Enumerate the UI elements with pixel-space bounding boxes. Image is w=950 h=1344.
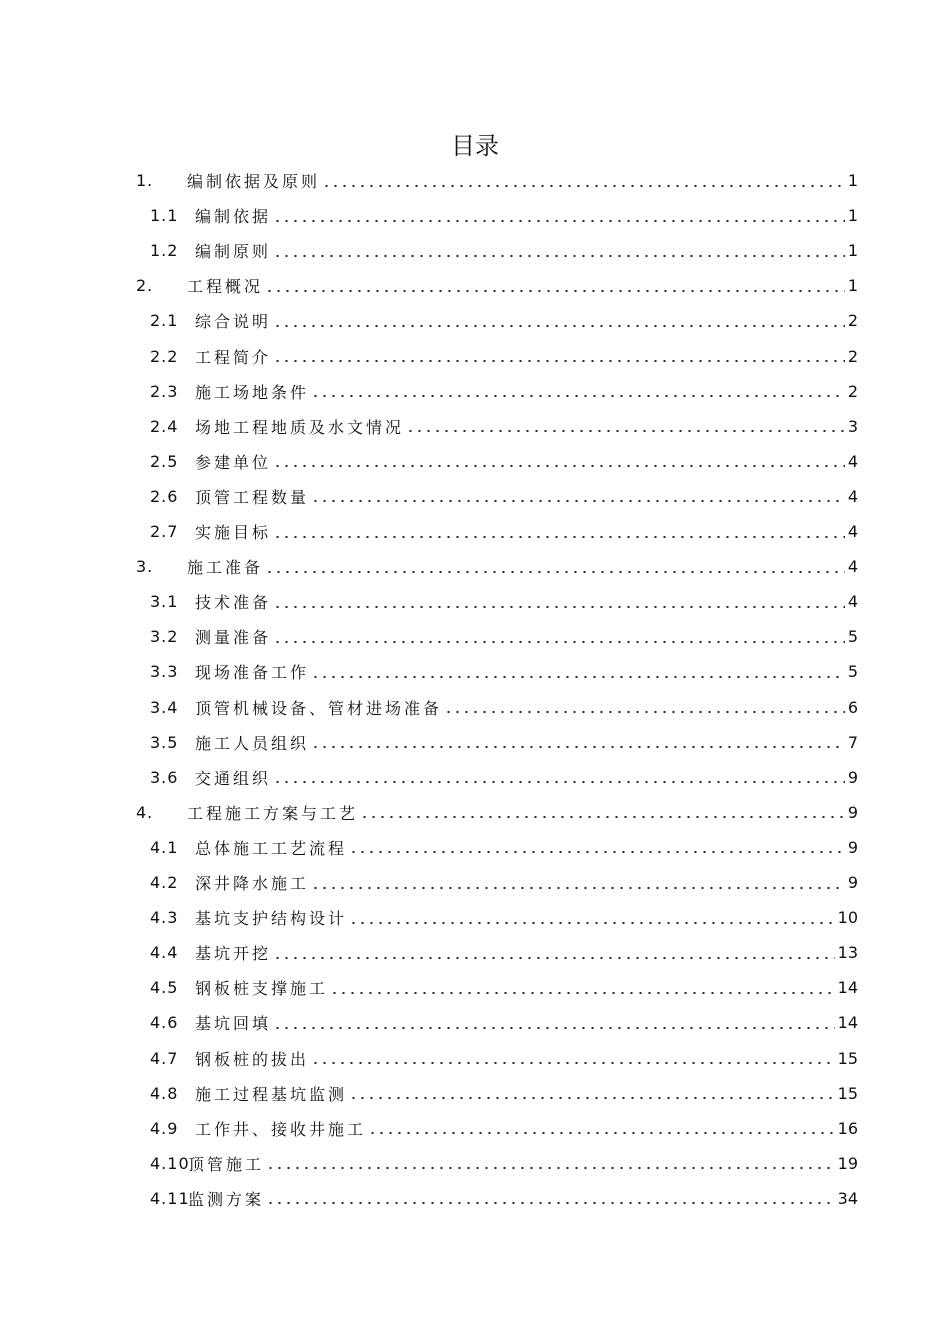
toc-entry[interactable] <box>0 690 950 725</box>
toc-entry-number: 4.6 <box>150 1013 179 1033</box>
toc-entry-page-number: 13 <box>837 943 858 963</box>
toc-dot-leader <box>273 780 845 784</box>
toc-entry-page-number: 6 <box>847 697 858 717</box>
toc-entry-label: 编制原则 <box>195 242 272 262</box>
toc-entry[interactable] <box>0 339 950 374</box>
toc-dot-leader <box>360 815 845 819</box>
toc-entry-page-number: 4 <box>847 592 858 612</box>
toc-dot-leader <box>368 1131 835 1135</box>
toc-entry-label: 基坑回填 <box>195 1014 272 1034</box>
toc-entry-page-number: 2 <box>847 381 858 401</box>
toc-entry-page-number: 9 <box>847 837 858 857</box>
toc-entry-number: 2.1 <box>150 311 179 331</box>
toc-entry-page-number: 4 <box>847 451 858 471</box>
toc-entry[interactable] <box>0 654 950 689</box>
toc-entry-number: 2.6 <box>150 486 179 506</box>
toc-entry[interactable] <box>0 1146 950 1181</box>
toc-entry-number: 3.4 <box>150 697 179 717</box>
toc-dot-leader <box>349 921 835 925</box>
toc-dot-leader <box>273 359 845 363</box>
toc-entry-label: 深井降水施工 <box>195 874 310 893</box>
toc-entry-number: 1.1 <box>150 206 179 226</box>
toc-entry[interactable] <box>0 374 950 409</box>
toc-entry-page-number: 1 <box>847 241 858 261</box>
toc-entry-number: 4.4 <box>150 943 179 963</box>
toc-entry-page-number: 14 <box>837 978 858 998</box>
toc-entry[interactable] <box>0 760 950 795</box>
toc-entry-label: 参建单位 <box>195 452 272 472</box>
toc-entry-page-number: 1 <box>847 276 858 296</box>
toc-entry-number: 2.5 <box>150 451 179 471</box>
toc-dot-leader <box>444 710 845 714</box>
toc-entry-number: 2.4 <box>150 416 179 436</box>
toc-entry-label: 场地工程地质及水文情况 <box>195 417 405 437</box>
toc-dot-leader <box>311 394 845 398</box>
toc-entry-page-number: 5 <box>847 627 858 647</box>
toc-dot-leader <box>273 254 845 258</box>
toc-entry-page-number: 16 <box>837 1118 858 1138</box>
toc-entry-label: 工程概况 <box>187 277 264 297</box>
toc-dot-leader <box>266 1201 835 1205</box>
toc-dot-leader <box>330 991 835 995</box>
toc-entry-number: 1.2 <box>150 241 179 261</box>
toc-entry-number: 4.3 <box>150 908 179 928</box>
toc-entry[interactable] <box>0 865 950 900</box>
toc-entry[interactable] <box>0 163 950 198</box>
toc-entry-page-number: 2 <box>847 311 858 331</box>
toc-dot-leader <box>406 429 845 433</box>
toc-dot-leader <box>311 886 845 890</box>
toc-entry-number: 3.2 <box>150 627 179 647</box>
toc-entry[interactable] <box>0 409 950 444</box>
toc-entry-page-number: 10 <box>837 908 858 928</box>
toc-entry-number: 2. <box>136 276 154 296</box>
toc-entry-page-number: 5 <box>847 662 858 682</box>
toc-entry[interactable] <box>0 303 950 338</box>
toc-entry-label: 顶管机械设备、管材进场准备 <box>195 698 443 718</box>
toc-entry-number: 4.1 <box>150 837 179 857</box>
toc-entry-number: 2.3 <box>150 381 179 401</box>
toc-entry[interactable] <box>0 1181 950 1216</box>
toc-dot-leader <box>266 1166 835 1170</box>
toc-dot-leader <box>273 1026 835 1030</box>
toc-entry-label: 施工人员组织 <box>195 733 310 753</box>
toc-dot-leader <box>273 640 845 644</box>
toc-entry-page-number: 4 <box>847 557 858 577</box>
toc-entry-number: 4.7 <box>150 1048 179 1068</box>
toc-entry-number: 4.2 <box>150 873 179 892</box>
toc-entry-label: 钢板桩支撑施工 <box>195 979 329 999</box>
toc-dot-leader <box>311 675 845 679</box>
toc-dot-leader <box>273 605 845 609</box>
toc-entry-label: 编制依据 <box>195 207 272 227</box>
toc-dot-leader <box>311 1061 835 1065</box>
toc-entry-number: 4.9 <box>150 1118 179 1138</box>
toc-entry-number: 3.1 <box>150 592 179 612</box>
toc-entry-label: 顶管施工 <box>188 1154 265 1174</box>
toc-entry-number: 4.11 <box>150 1188 190 1208</box>
toc-dot-leader <box>265 570 845 574</box>
toc-entry-page-number: 14 <box>837 1013 858 1033</box>
toc-entry[interactable] <box>0 198 950 233</box>
toc-entry-label: 顶管工程数量 <box>195 487 310 507</box>
toc-entry-number: 2.2 <box>150 346 179 366</box>
toc-entry-label: 总体施工工艺流程 <box>195 838 348 858</box>
toc-entry[interactable] <box>0 1111 950 1146</box>
toc-dot-leader <box>349 850 845 854</box>
toc-dot-leader <box>311 745 845 749</box>
toc-title: 目录 <box>451 132 499 160</box>
toc-entry-number: 3.3 <box>150 662 179 682</box>
toc-entry-label: 工程施工方案与工艺 <box>187 803 359 823</box>
toc-entry-page-number: 9 <box>847 873 858 892</box>
toc-entry-number: 3.6 <box>150 767 179 787</box>
toc-entry-page-number: 9 <box>847 802 858 822</box>
toc-entry-label: 施工过程基坑监测 <box>195 1084 348 1104</box>
toc-dot-leader <box>349 1096 835 1100</box>
toc-dot-leader <box>273 219 845 223</box>
toc-entry[interactable] <box>0 795 950 830</box>
toc-entry-page-number: 4 <box>847 486 858 506</box>
toc-entry[interactable] <box>0 479 950 514</box>
toc-entry-label: 测量准备 <box>195 628 272 648</box>
toc-entry-label: 钢板桩的拔出 <box>195 1049 310 1069</box>
toc-entry-page-number: 15 <box>837 1048 858 1068</box>
toc-entry[interactable] <box>0 1041 950 1076</box>
toc-entry-label: 工作井、接收井施工 <box>195 1119 367 1139</box>
toc-dot-leader <box>273 464 845 468</box>
toc-dot-leader <box>273 956 835 960</box>
toc-entry-number: 4.8 <box>150 1083 179 1103</box>
toc-entry-label: 基坑支护结构设计 <box>195 909 348 929</box>
toc-entry-number: 2.7 <box>150 522 179 541</box>
toc-entry-label: 工程简介 <box>195 347 272 367</box>
toc-entry-label: 施工场地条件 <box>195 382 310 402</box>
toc-entry-label: 技术准备 <box>195 593 272 613</box>
toc-entry[interactable] <box>0 584 950 619</box>
toc-entry-number: 3.5 <box>150 732 179 752</box>
toc-entry-number: 4. <box>136 802 154 822</box>
toc-entry[interactable] <box>0 970 950 1005</box>
toc-entry-page-number: 4 <box>847 522 858 541</box>
toc-dot-leader <box>265 289 845 293</box>
toc-entry-label: 监测方案 <box>188 1189 265 1209</box>
toc-entry-label: 综合说明 <box>195 312 272 332</box>
toc-entry-page-number: 9 <box>847 767 858 787</box>
toc-entry-label: 实施目标 <box>195 523 272 542</box>
toc-entry[interactable] <box>0 725 950 760</box>
toc-entry-label: 施工准备 <box>187 558 264 578</box>
toc-entry[interactable] <box>0 549 950 584</box>
toc-entry-page-number: 1 <box>847 206 858 226</box>
toc-entry-page-number: 2 <box>847 346 858 366</box>
toc-dot-leader <box>311 499 845 503</box>
toc-entry[interactable] <box>0 619 950 654</box>
toc-entry-page-number: 7 <box>847 732 858 752</box>
toc-entry[interactable] <box>0 1076 950 1111</box>
toc-entry[interactable] <box>0 1005 950 1040</box>
toc-entry-page-number: 1 <box>847 171 858 190</box>
toc-dot-leader <box>273 324 845 328</box>
toc-entry[interactable] <box>0 830 950 865</box>
toc-entry[interactable] <box>0 935 950 970</box>
toc-entry-label: 基坑开挖 <box>195 944 272 964</box>
toc-entry-label: 编制依据及原则 <box>187 172 321 191</box>
toc-entry-label: 现场准备工作 <box>195 663 310 683</box>
toc-entry[interactable] <box>0 444 950 479</box>
toc-entry[interactable] <box>0 268 950 303</box>
toc-entry[interactable] <box>0 233 950 268</box>
toc-dot-leader <box>322 184 845 188</box>
toc-entry[interactable] <box>0 900 950 935</box>
toc-entry-page-number: 34 <box>837 1188 858 1208</box>
toc-entry-number: 4.5 <box>150 978 179 998</box>
toc-entry-number: 3. <box>136 557 154 577</box>
toc-entry-page-number: 3 <box>847 416 858 436</box>
toc-entry-page-number: 15 <box>837 1083 858 1103</box>
toc-entry-label: 交通组织 <box>195 768 272 788</box>
toc-entry-number: 4.10 <box>150 1153 190 1173</box>
toc-dot-leader <box>273 535 845 539</box>
toc-entry-number: 1. <box>136 171 154 190</box>
toc-entry[interactable] <box>0 514 950 549</box>
toc-entry-page-number: 19 <box>837 1153 858 1173</box>
